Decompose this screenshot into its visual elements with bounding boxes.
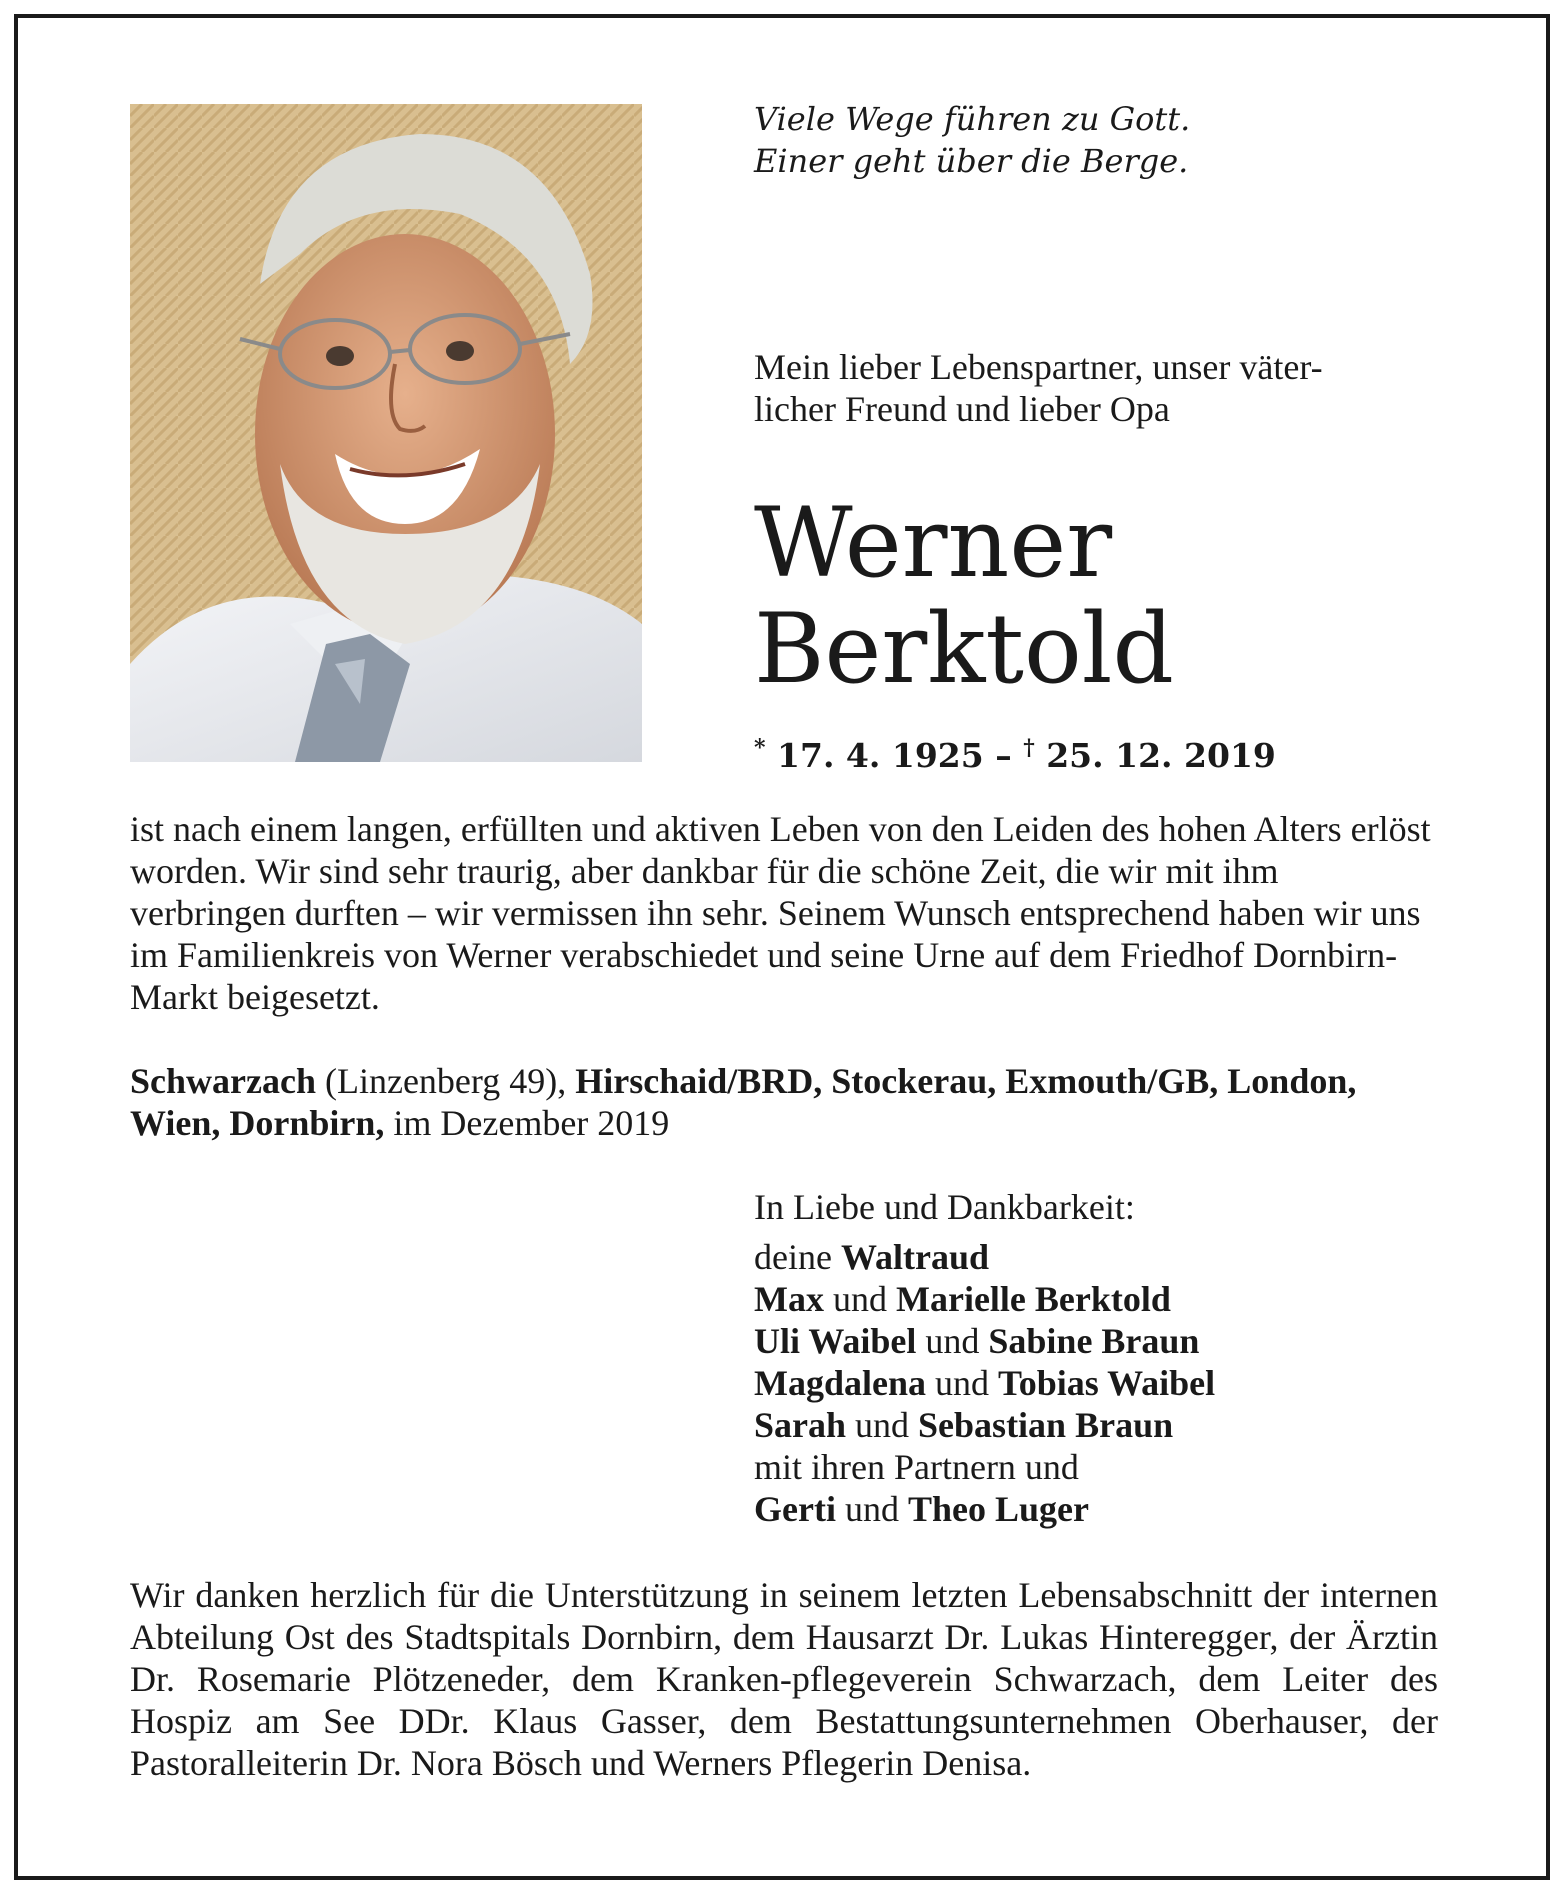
mourner-conj: und	[926, 1363, 999, 1403]
mourner-line	[754, 1488, 1215, 1530]
first-name: Werner	[754, 487, 1113, 599]
last-name: Berktold	[754, 593, 1174, 705]
mourner-line	[754, 1236, 1215, 1278]
mourner-name: Waltraud	[840, 1237, 989, 1277]
place-date: im Dezember 2019	[384, 1103, 670, 1143]
mourner-name: Sarah	[754, 1405, 847, 1445]
birth-symbol: *	[754, 735, 766, 761]
thanks-text: Wir danken herzlich für die Unterstützung in seinem letzten Lebensabschnitt der internen Abteilung Ost des Stadtspitals Dornbirn, dem Hausarzt Dr. Lukas Hinteregger, der Ärztin Dr. Rosemarie Plötzeneder, dem Kranken-pflegeverein Schwarzach, dem Leiter des Hospiz am See DDr. Klaus Gasser, dem Bestattungsunternehmen Oberhauser, der Pastoralleiterin Dr. Nora Bösch und Werners Pflegerin Denisa.	[130, 1575, 1438, 1783]
mourner-name: Magdalena	[754, 1363, 927, 1403]
mourner-line	[754, 1278, 1215, 1320]
mourner-name: Marielle Berktold	[895, 1279, 1171, 1319]
place-others: Hirschaid/BRD, Stockerau, Exmouth/GB, London, Wien, Dornbirn,	[130, 1061, 1357, 1143]
mourner-name: Uli Waibel	[754, 1321, 917, 1361]
mourner-line	[754, 1404, 1215, 1446]
portrait-illustration	[130, 104, 642, 762]
mourner-line	[754, 1446, 1215, 1488]
death-date: 25. 12. 2019	[1046, 736, 1276, 775]
mourners-lead: In Liebe und Dankbarkeit:	[754, 1187, 1135, 1227]
mourner-name: Gerti	[754, 1489, 836, 1529]
intro-text	[754, 346, 1323, 430]
mourner-line	[754, 1320, 1215, 1362]
death-symbol: †	[1023, 735, 1035, 761]
mourner-name: Theo Luger	[907, 1489, 1089, 1529]
birth-date: 17. 4. 1925	[777, 736, 984, 775]
mourner-conj: und	[835, 1489, 908, 1529]
mourner-name: Tobias Waibel	[998, 1363, 1216, 1403]
mourner-name: Sabine Braun	[988, 1321, 1200, 1361]
motto-line-1: Viele Wege führen zu Gott.	[754, 100, 1191, 138]
mourner-pre: deine	[754, 1237, 841, 1277]
announcement-body: ist nach einem langen, erfüllten und aktiven Leben von den Leiden des hohen Alters erlöst worden. Wir sind sehr traurig, aber dankbar für die schöne Zeit, die wir mit ihm verbringen durften – wir vermissen ihn sehr. Seinem Wunsch entsprechend haben wir uns im Familienkreis von Werner verabschiedet und seine Urne auf dem Friedhof Dornbirn-Markt beigesetzt.	[130, 809, 1431, 1017]
motto-line-2: Einer geht über die Berge.	[754, 142, 1189, 180]
mourner-line	[754, 1362, 1215, 1404]
place-schwarzach: Schwarzach	[130, 1061, 316, 1101]
portrait-photo	[130, 104, 642, 762]
mourners-list	[754, 1186, 1215, 1530]
intro-line-1: Mein lieber Lebenspartner, unser väter-	[754, 347, 1323, 387]
life-dates	[754, 728, 1276, 776]
mourner-name: Max	[754, 1279, 824, 1319]
mourner-conj: und	[916, 1321, 989, 1361]
motto-verse	[754, 98, 1190, 182]
places-line	[130, 1060, 1438, 1144]
mourner-name: Sebastian Braun	[918, 1405, 1174, 1445]
date-separator: –	[995, 736, 1012, 775]
place-address: (Linzenberg 49),	[315, 1061, 576, 1101]
intro-line-2: licher Freund und lieber Opa	[754, 389, 1170, 429]
deceased-name	[754, 487, 1174, 705]
mourner-conj: und	[823, 1279, 896, 1319]
mourner-pre: mit ihren Partnern und	[754, 1447, 1079, 1487]
mourner-conj: und	[846, 1405, 919, 1445]
